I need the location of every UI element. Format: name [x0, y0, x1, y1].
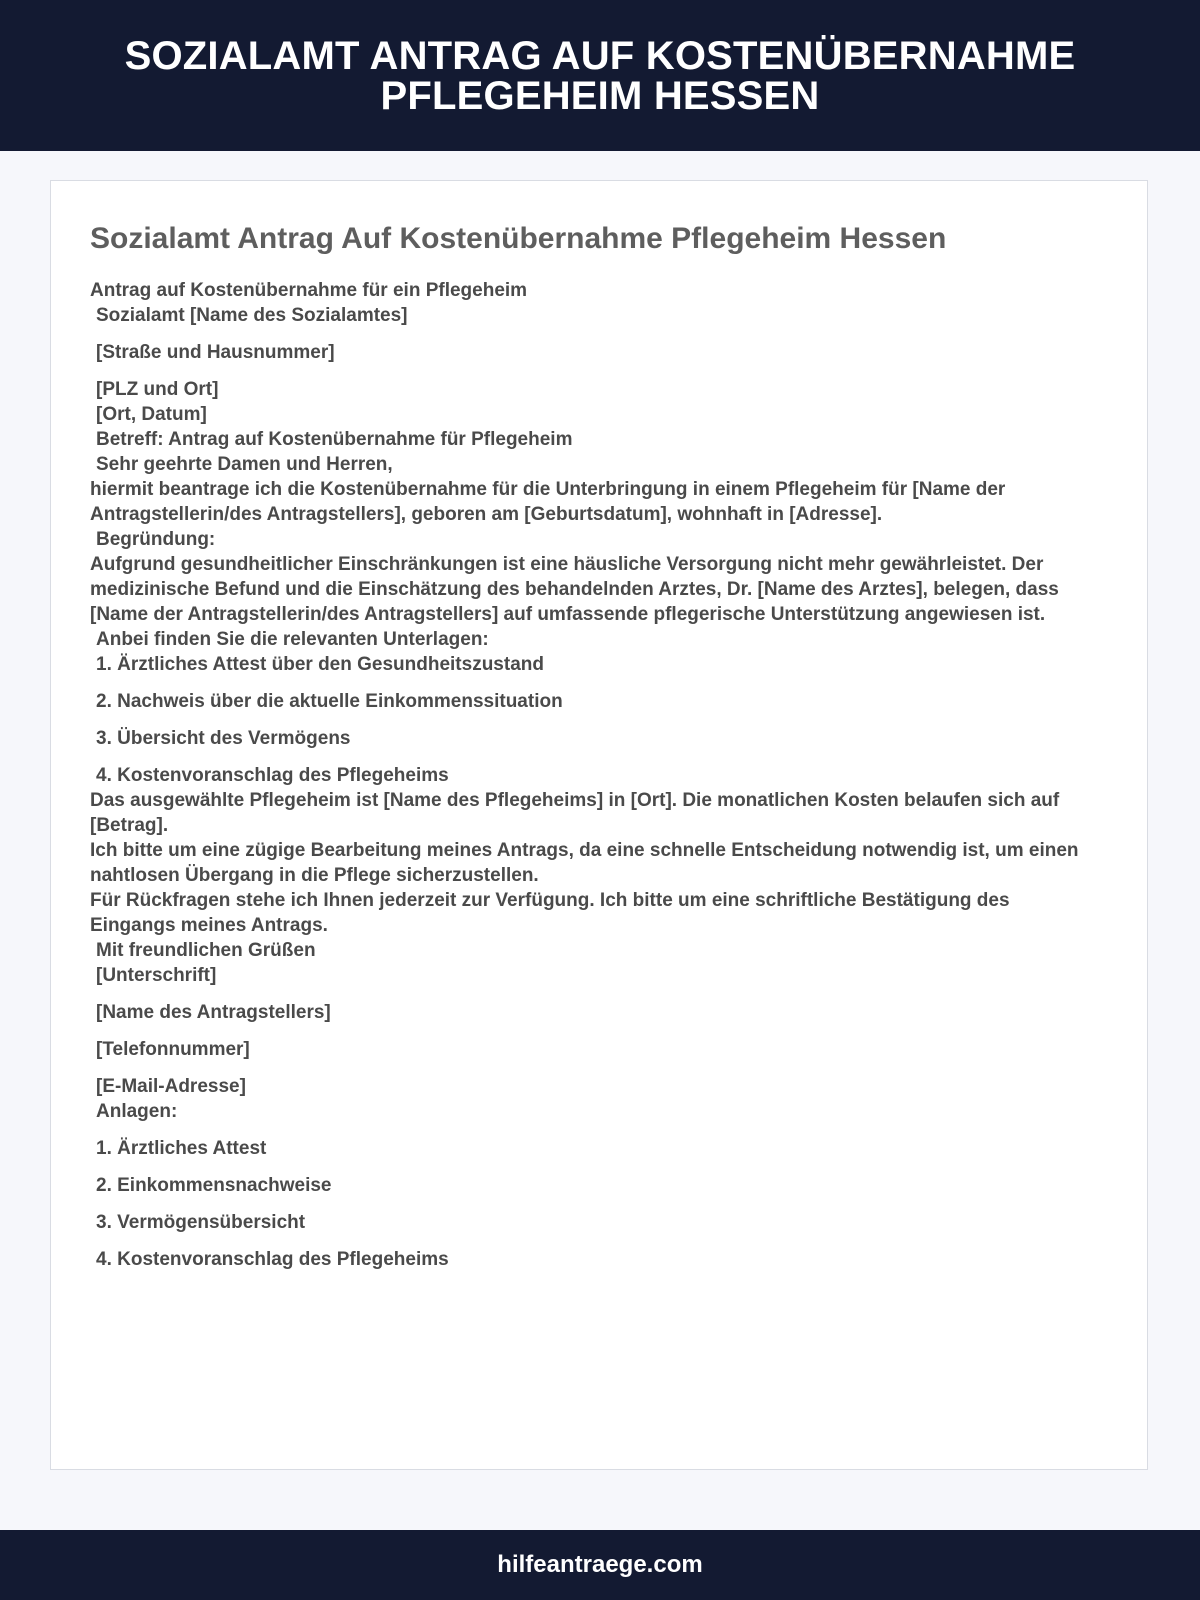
recipient-office: Sozialamt [Name des Sozialamtes]: [96, 305, 408, 326]
attachments-heading: Anlagen:: [96, 1101, 178, 1122]
subject-line: Betreff: Antrag auf Kostenübernahme für Pflegeheim: [96, 429, 573, 450]
list-item: 1. Ärztliches Attest über den Gesundheitszustand: [96, 654, 544, 675]
urgency-paragraph: Ich bitte um eine zügige Bearbeitung meines Antrags, da eine schnelle Entscheidung notwendig ist, um einen nahtlosen Übergang in die Pflege sicherzustellen.: [90, 840, 1079, 886]
intro-line: Antrag auf Kostenübernahme für ein Pflegeheim: [90, 280, 528, 301]
list-item: 1. Ärztliches Attest: [96, 1138, 267, 1159]
signature-placeholder: [Unterschrift]: [96, 965, 217, 986]
list-item: 4. Kostenvoranschlag des Pflegeheims: [96, 765, 449, 786]
list-item: 3. Vermögensübersicht: [96, 1212, 306, 1233]
reason-paragraph: Aufgrund gesundheitlicher Einschränkungen ist eine häusliche Versorgung nicht mehr gewährleistet. Der medizinische Befund und die Einschätzung des behandelnden Arztes, Dr. [Name des Arztes], belegen, dass [Name der Antragstellerin/des Antragstellers] auf umfassende pflegerische Unterstützung angewiesen ist.: [90, 554, 1059, 625]
list-item: 3. Übersicht des Vermögens: [96, 728, 351, 749]
salutation: Sehr geehrte Damen und Herren,: [96, 454, 393, 475]
request-paragraph: hiermit beantrage ich die Kostenübernahme für die Unterbringung in einem Pflegeheim für [Name der Antragstellerin/des Antragstellers], geboren am [Geburtsdatum], wohnhaft in [Adresse].: [90, 479, 1006, 525]
recipient-city: [PLZ und Ort]: [96, 379, 219, 400]
document-body: [90, 278, 1100, 1272]
place-date: [Ort, Datum]: [96, 404, 207, 425]
list-item: 2. Nachweis über die aktuelle Einkommenssituation: [96, 691, 563, 712]
applicant-phone: [Telefonnummer]: [96, 1039, 250, 1060]
page-footer: [0, 1530, 1200, 1600]
list-item: 4. Kostenvoranschlag des Pflegeheims: [96, 1249, 449, 1270]
page-title: SOZIALAMT ANTRAG AUF KOSTENÜBERNAHME PFLEGEHEIM HESSEN: [124, 33, 1076, 118]
closing: Mit freundlichen Grüßen: [96, 940, 316, 961]
nursing-home-paragraph: Das ausgewählte Pflegeheim ist [Name des Pflegeheims] in [Ort]. Die monatlichen Kosten belaufen sich auf [Betrag].: [90, 790, 1060, 836]
recipient-street: [Straße und Hausnummer]: [96, 342, 335, 363]
contact-paragraph: Für Rückfragen stehe ich Ihnen jederzeit zur Verfügung. Ich bitte um eine schriftliche Bestätigung des Eingangs meines Antrags.: [90, 890, 1010, 936]
page-header: [0, 0, 1200, 151]
list-item: 2. Einkommensnachweise: [96, 1175, 332, 1196]
footer-site-name: hilfeantraege.com: [497, 1551, 703, 1578]
applicant-email: [E-Mail-Adresse]: [96, 1076, 246, 1097]
documents-intro: Anbei finden Sie die relevanten Unterlagen:: [96, 629, 489, 650]
document-title: Sozialamt Antrag Auf Kostenübernahme Pflegeheim Hessen: [90, 222, 947, 255]
reason-heading: Begründung:: [96, 529, 216, 550]
document-card: [50, 180, 1148, 1470]
applicant-name: [Name des Antragstellers]: [96, 1002, 331, 1023]
